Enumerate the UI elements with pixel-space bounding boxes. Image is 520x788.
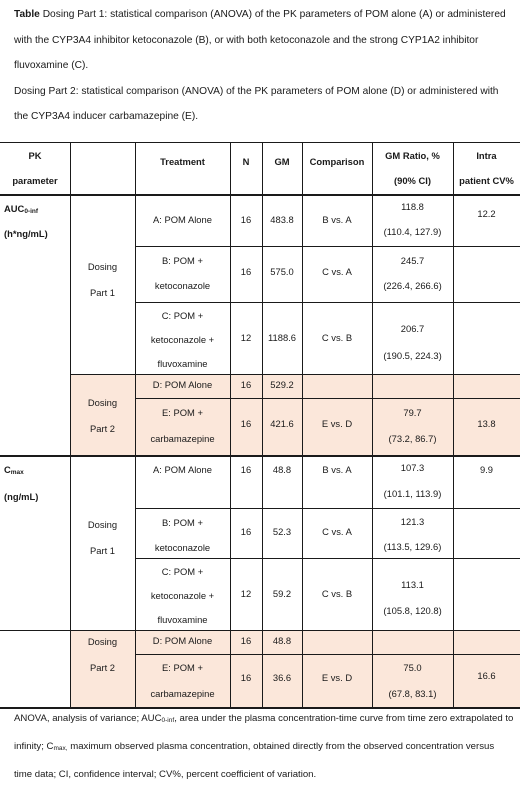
cmax-part2-cv: 16.6 (477, 670, 496, 681)
cmax-row-b-n: 16 (240, 526, 252, 537)
auc-row-a-treatment: A: POM Alone (153, 214, 212, 225)
header-n: N (242, 156, 250, 167)
cmax-row-a-ratio: 107.3 (101.1, 113.9) (383, 462, 442, 499)
auc-row-e-n: 16 (240, 418, 252, 429)
cmax-row-d-gm: 48.8 (272, 635, 292, 646)
auc-dosing-part1: Dosing Part 1 (87, 261, 118, 298)
cmax-row-c-treatment: C: POM + ketoconazole + fluvoxamine (150, 566, 215, 625)
auc-row-b-comparison: C vs. A (322, 266, 352, 277)
table-caption (14, 2, 514, 130)
cmax-row-e-ratio: 75.0 (67.8, 83.1) (388, 662, 437, 699)
pk-table (0, 142, 520, 708)
cmax-part1-cv: 9.9 (479, 464, 494, 475)
cmax-parameter-label: $C_{max}$ (ng/mL) (4, 464, 39, 502)
auc-row-b-gm: 575.0 (270, 266, 294, 277)
cmax-dosing-part1: Dosing Part 1 (87, 519, 118, 556)
cmax-row-b-treatment: B: POM + ketoconazole (154, 517, 211, 553)
auc-row-a-n: 16 (240, 214, 252, 225)
cmax-row-c-ratio: 113.1 (105.8, 120.8) (383, 579, 442, 616)
cmax-row-e-n: 16 (240, 672, 252, 683)
cmax-row-b-gm: 52.3 (272, 526, 292, 537)
table-footnote: ANOVA, analysis of variance; $AUC_{0-inf}$, area under the plasma concentration-time curve from time zero extrapolated to infinity; $C_{max,}$ maximum observed plasma concentration, obtained directly from the observed concentration versus time data; CI, confidence interval; CV%, percent coefficient of variation. (14, 713, 514, 780)
cmax-row-b-ratio: 121.3 (113.5, 129.6) (383, 516, 442, 552)
auc-parameter-label: $AUC_{0-inf}$ (h*ng/mL) (4, 203, 48, 239)
auc-row-e-treatment: E: POM + carbamazepine (150, 407, 215, 444)
cmax-row-a-gm: 48.8 (272, 464, 292, 475)
auc-row-d-treatment: D: POM Alone (152, 379, 213, 390)
header-gm-ratio: GM Ratio, % (90% CI) (385, 150, 440, 186)
auc-part1-cv: 12.2 (477, 208, 496, 219)
auc-row-e-ratio: 79.7 (73.2, 86.7) (388, 407, 437, 444)
cmax-row-a-comparison: B vs. A (322, 464, 352, 475)
auc-part2-cv: 13.8 (477, 418, 496, 429)
auc-row-d-gm: 529.2 (270, 379, 294, 390)
auc-row-c-ratio: 206.7 (190.5, 224.3) (383, 323, 442, 361)
cmax-row-c-comparison: C vs. B (321, 588, 353, 599)
header-gm: GM (274, 156, 290, 167)
auc-row-b-treatment: B: POM + ketoconazole (154, 255, 211, 291)
cmax-row-c-gm: 59.2 (272, 588, 292, 599)
auc-row-c-comparison: C vs. B (321, 332, 353, 343)
auc-row-e-comparison: E vs. D (321, 418, 353, 429)
cmax-row-b-comparison: C vs. A (322, 526, 352, 537)
auc-row-e-gm: 421.6 (270, 418, 294, 429)
caption-part2: Dosing Part 2: statistical comparison (ANOVA) of the PK parameters of POM alone (D) or administered with the CYP3A4 inducer carbamazepine (E). (14, 85, 499, 122)
auc-row-c-treatment: C: POM + ketoconazole + fluvoxamine (150, 310, 215, 369)
cmax-dosing-part2: Dosing Part 2 (87, 636, 118, 673)
caption-label: Table (14, 9, 40, 20)
header-treatment: Treatment (160, 156, 205, 167)
auc-row-a-gm: 483.8 (270, 214, 294, 225)
cmax-row-d-n: 16 (240, 635, 252, 646)
header-pk-parameter: PK parameter (12, 150, 58, 186)
auc-row-a-ratio: 118.8 (110.4, 127.9) (383, 201, 442, 237)
auc-row-a-comparison: B vs. A (322, 214, 352, 225)
caption-part1: Dosing Part 1: statistical comparison (ANOVA) of the PK parameters of POM alone (A) or administered with the CYP3A4 inhibitor ketoconazole (B), or with both ketoconazole and the strong CYP1A2 inhibitor fluvoxamine (C). (14, 9, 506, 71)
auc-row-d-n: 16 (240, 379, 252, 390)
auc-row-c-gm: 1188.6 (268, 332, 296, 343)
cmax-row-a-n: 16 (240, 464, 252, 475)
header-comparison: Comparison (309, 156, 365, 167)
cmax-row-a-treatment: A: POM Alone (153, 464, 212, 475)
cmax-row-d-treatment: D: POM Alone (152, 635, 213, 646)
header-intra-cv: Intra patient CV% (459, 150, 514, 186)
cmax-row-e-gm: 36.6 (272, 672, 292, 683)
auc-row-b-n: 16 (240, 266, 252, 277)
auc-row-c-n: 12 (240, 332, 252, 343)
auc-dosing-part2: Dosing Part 2 (87, 397, 118, 434)
cmax-row-c-n: 12 (240, 588, 252, 599)
cmax-row-e-treatment: E: POM + carbamazepine (150, 662, 215, 699)
auc-row-b-ratio: 245.7 (226.4, 266.6) (383, 255, 442, 291)
cmax-row-e-comparison: E vs. D (321, 672, 353, 683)
